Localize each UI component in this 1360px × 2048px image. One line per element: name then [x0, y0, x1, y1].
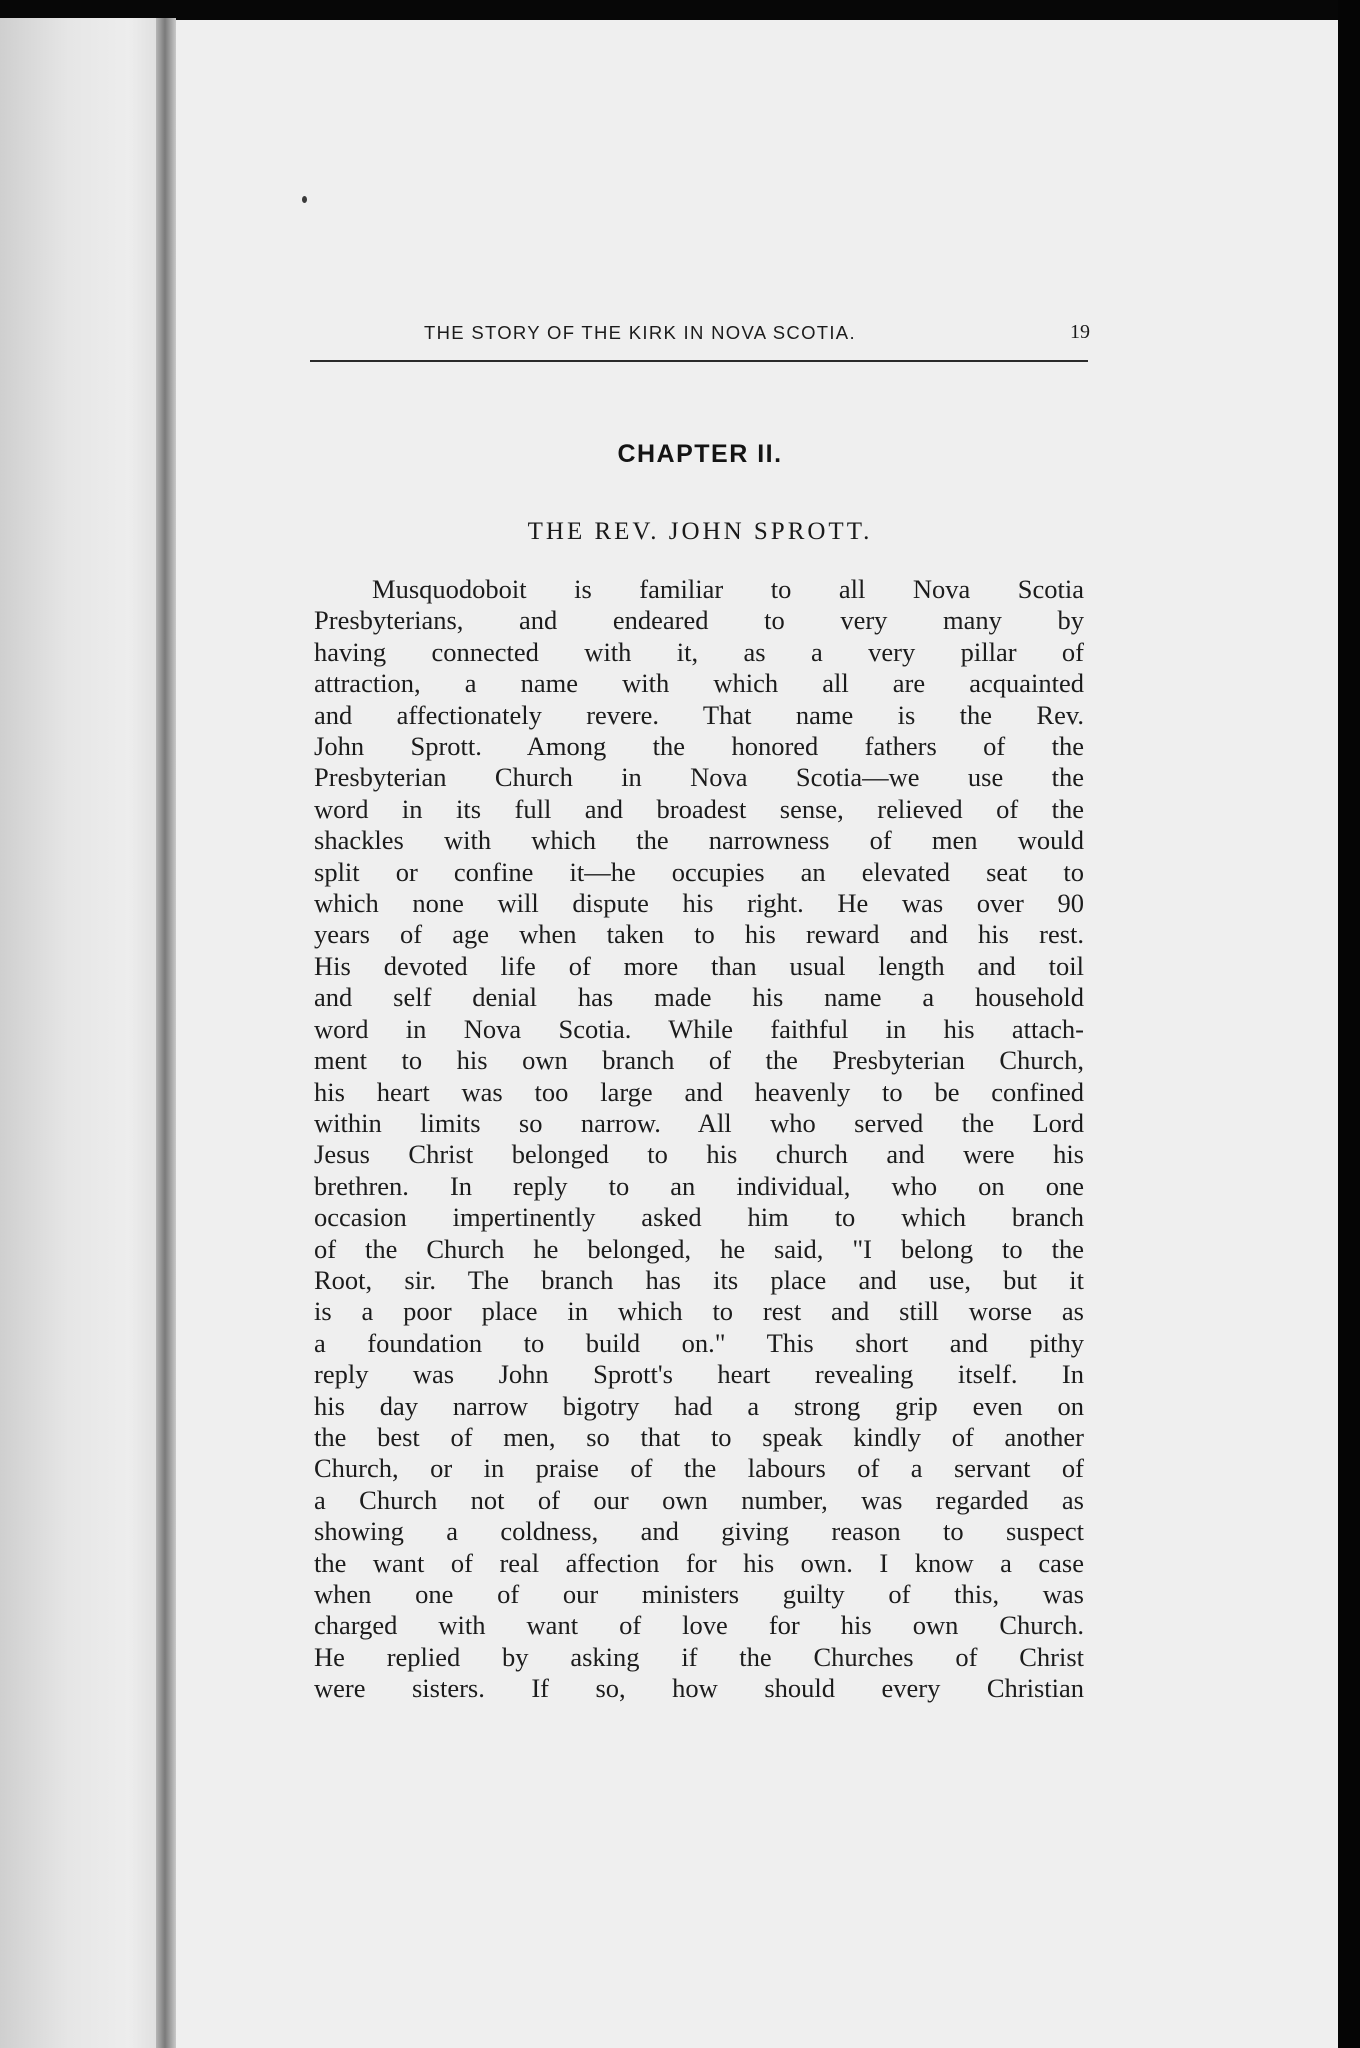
text-line: Presbyterians, and endeared to very many by	[314, 605, 1084, 636]
header-rule	[310, 360, 1088, 362]
text-line: having connected with it, as a very pillar of	[314, 636, 1084, 667]
text-line: his heart was too large and heavenly to be confined	[314, 1076, 1084, 1107]
body-paragraph	[314, 574, 1084, 1705]
running-header	[310, 318, 1090, 348]
text-line: Jesus Christ belonged to his church and were his	[314, 1139, 1084, 1170]
text-line: is a poor place in which to rest and still worse as	[314, 1296, 1084, 1327]
book-binding-gutter	[156, 18, 176, 2048]
text-line: a foundation to build on." This short and pithy	[314, 1327, 1084, 1358]
text-line: brethren. In reply to an individual, who on one	[314, 1170, 1084, 1201]
ink-speck	[302, 196, 307, 203]
text-line: Musquodoboit is familiar to all Nova Scotia	[372, 574, 1084, 604]
text-line: word in Nova Scotia. While faithful in his attach-	[314, 1013, 1084, 1044]
text-line: John Sprott. Among the honored fathers of the	[314, 731, 1084, 762]
page-number: 19	[1070, 321, 1090, 343]
scan-border-right	[1338, 0, 1360, 2048]
text-line: his day narrow bigotry had a strong grip even on	[314, 1390, 1084, 1421]
running-header-title: THE STORY OF THE KIRK IN NOVA SCOTIA.	[424, 322, 856, 343]
text-line: were sisters. If so, how should every Christian	[314, 1673, 1084, 1704]
chapter-title: THE REV. JOHN SPROTT.	[527, 518, 873, 545]
text-line: reply was John Sprott's heart revealing itself. In	[314, 1359, 1084, 1390]
text-line: showing a coldness, and giving reason to suspect	[314, 1516, 1084, 1547]
text-line: ment to his own branch of the Presbyterian Church,	[314, 1045, 1084, 1076]
text-line: and affectionately revere. That name is the Rev.	[314, 699, 1084, 730]
text-line: of the Church he belonged, he said, "I belong to the	[314, 1233, 1084, 1264]
text-line: split or confine it—he occupies an elevated seat to	[314, 856, 1084, 887]
text-line: attraction, a name with which all are acquainted	[314, 668, 1084, 699]
text-line: the best of men, so that to speak kindly of another	[314, 1421, 1084, 1452]
scan-border-top	[0, 0, 1360, 22]
text-line: which none will dispute his right. He was over 90	[314, 888, 1084, 919]
text-line: within limits so narrow. All who served the Lord	[314, 1107, 1084, 1138]
chapter-heading: CHAPTER II.	[617, 440, 783, 468]
text-line: when one of our ministers guilty of this, was	[314, 1579, 1084, 1609]
text-line: occasion impertinently asked him to which branch	[314, 1202, 1084, 1233]
facing-page-edge	[0, 18, 172, 2048]
text-line: and self denial has made his name a household	[314, 982, 1084, 1013]
text-line: His devoted life of more than usual length and toil	[314, 950, 1084, 981]
text-line: He replied by asking if the Churches of Christ	[314, 1641, 1084, 1672]
text-line: the want of real affection for his own. I know a case	[314, 1547, 1084, 1578]
text-line: Presbyterian Church in Nova Scotia—we use the	[314, 762, 1084, 793]
text-line: shackles with which the narrowness of men would	[314, 825, 1084, 856]
text-line: charged with want of love for his own Church.	[314, 1610, 1084, 1641]
text-line: Church, or in praise of the labours of a servant of	[314, 1453, 1084, 1484]
text-line: years of age when taken to his reward and his rest.	[314, 919, 1084, 950]
text-line: a Church not of our own number, was regarded as	[314, 1484, 1084, 1515]
text-line: Root, sir. The branch has its place and use, but it	[314, 1264, 1084, 1295]
text-line: word in its full and broadest sense, relieved of the	[314, 793, 1084, 824]
